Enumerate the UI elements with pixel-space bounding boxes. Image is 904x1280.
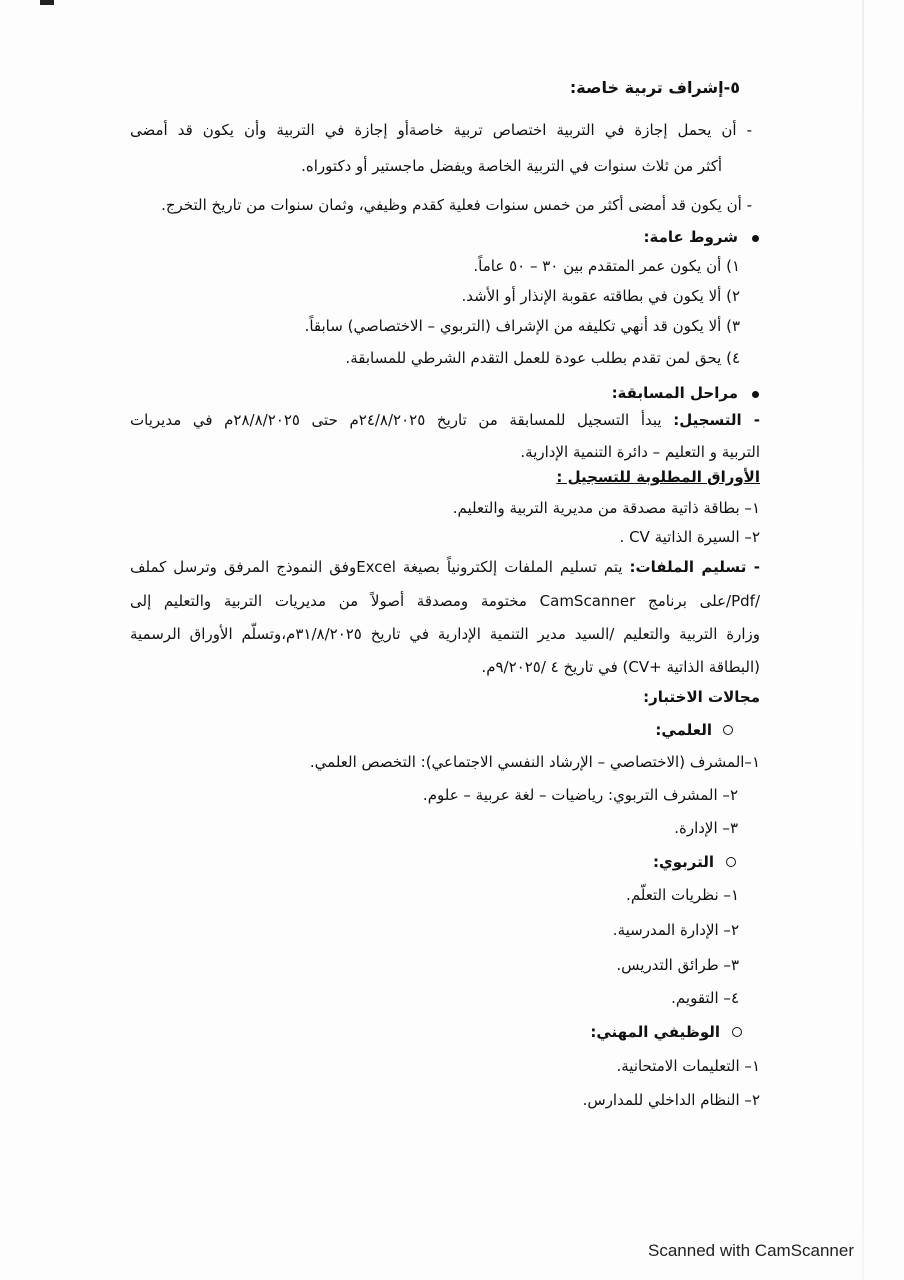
paragraph-line: - أن يحمل إجازة في التربية اختصاص تربية خاصةأو إجازة في التربية وأن يكون قد أمضى [130,121,752,139]
list-item: ١– بطاقة ذاتية مصدقة من مديرية التربية والتعليم. [452,499,760,517]
page-edge [862,0,864,1280]
paragraph-line [130,409,760,431]
bullet-icon [752,391,759,398]
paragraph-line: وزارة التربية والتعليم /السيد مدير التنمية الإدارية في تاريخ ٣١/٨/٢٠٢٥م،وتسلّم الأوراق الرسمية [130,625,760,643]
section-heading: ٥-إشراف تربية خاصة: [569,78,740,97]
circle-bullet-icon [732,1027,742,1037]
registration-label: - التسجيل: [673,411,760,429]
papers-heading: الأوراق المطلوبة للتسجيل : [556,468,760,486]
section-heading: شروط عامة: [643,228,738,246]
paragraph-line: أكثر من ثلاث سنوات في التربية الخاصة ويفضل ماجستير أو دكتوراه. [301,157,722,175]
paragraph-line: /Pdf/على برنامج CamScanner مختومة ومصدقة أصولاً من مديريات التربية والتعليم إلى [130,592,761,610]
list-item: ١–المشرف (الاختصاصي – الإرشاد النفسي الاجتماعي): التخصص العلمي. [309,753,760,771]
list-item: ٢– النظام الداخلي للمدارس. [582,1091,760,1109]
list-item: ١– التعليمات الامتحانية. [616,1057,760,1075]
delivery-text: يتم تسليم الملفات إلكترونياً بصيغة Excelوفق النموذج المرفق وترسل كملف [130,558,623,576]
subsection-heading: العلمي: [655,721,712,739]
list-item: ١) أن يكون عمر المتقدم بين ٣٠ – ٥٠ عاماً. [473,257,740,275]
list-item: ٢) ألا يكون في بطاقته عقوبة الإنذار أو الأشد. [461,287,740,305]
subsection-heading: الوظيفي المهني: [590,1023,720,1041]
list-item: ٢– المشرف التربوي: رياضيات – لغة عربية – علوم. [422,786,738,804]
section-heading: مراحل المسابقة: [611,384,738,402]
registration-text: يبدأ التسجيل للمسابقة من تاريخ ٢٤/٨/٢٠٢٥م حتى ٢٨/٨/٢٠٢٥م في مديريات [130,411,662,429]
list-item: ٢– السيرة الذاتية CV . [619,528,760,546]
paragraph-line: - أن يكون قد أمضى أكثر من خمس سنوات فعلية كقدم وظيفي، وثمان سنوات من تاريخ التخرج. [161,196,752,214]
paragraph-line: التربية و التعليم – دائرة التنمية الإدارية. [520,443,760,461]
list-item: ٣) ألا يكون قد أنهي تكليفه من الإشراف (التربوي – الاختصاصي) سابقاً. [304,317,740,335]
delivery-label: - تسليم الملفات: [629,558,760,576]
list-item: ٣– الإدارة. [674,819,738,837]
scanner-watermark: Scanned with CamScanner [648,1241,855,1260]
circle-bullet-icon [726,857,736,867]
paragraph-line: (البطاقة الذاتية +CV) في تاريخ ٤ /٩/٢٠٢٥م. [481,658,760,676]
list-item: ٣– طرائق التدريس. [616,956,739,974]
list-item: ١– نظريات التعلّم. [626,886,739,904]
subsection-heading: التربوي: [652,853,714,871]
list-item: ٤– التقويم. [671,989,739,1007]
circle-bullet-icon [723,725,733,735]
paragraph-line [130,556,760,578]
scan-mark [40,0,54,5]
list-item: ٢– الإدارة المدرسية. [612,921,739,939]
list-item: ٤) يحق لمن تقدم بطلب عودة للعمل التقدم الشرطي للمسابقة. [345,349,740,367]
section-heading: مجالات الاختبار: [643,688,760,706]
bullet-icon [752,235,759,242]
